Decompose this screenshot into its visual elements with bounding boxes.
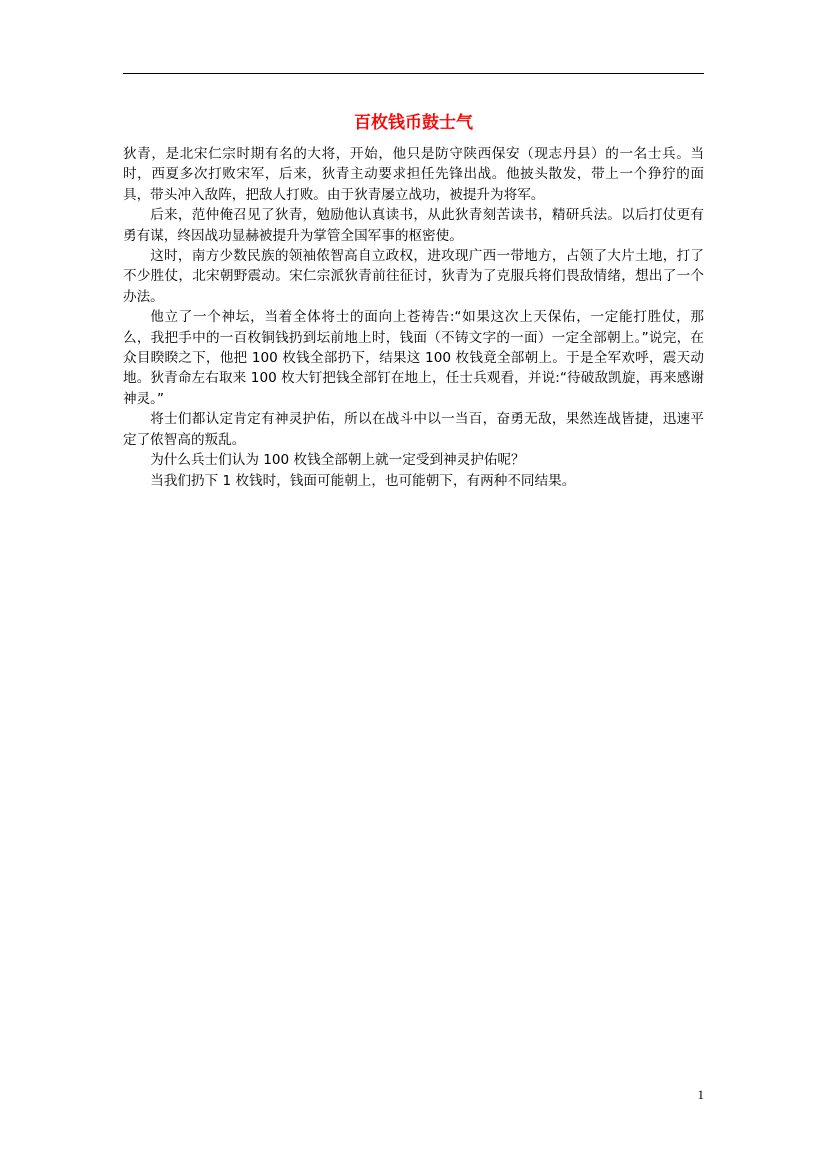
paragraph-4: 他立了一个神坛，当着全体将士的面向上苍祷告:“如果这次上天保佑，一定能打胜仗，那么，我把手中的一百枚铜钱扔到坛前地上时，钱面（不铸文字的一面）一定全部朝上。”说完，在众目睽睽之下，他把 100 枚钱全部扔下，结果这 100 枚钱竟全部朝上。于是全军欢呼，震天动地。狄青命左右取来 100 枚大钉把钱全部钉在地上，任士兵观看，并说:“待破敌凯旋，再来感谢神灵。” [123, 309, 704, 407]
paragraph-7: 当我们扔下 1 枚钱时，钱面可能朝上，也可能朝下，有两种不同结果。 [150, 472, 576, 489]
paragraph-5: 将士们都认定肯定有神灵护佑，所以在战斗中以一当百，奋勇无敌，果然连战皆捷，迅速平定了侬智高的叛乱。 [123, 411, 704, 448]
paragraph-2: 后来，范仲俺召见了狄青，勉励他认真读书，从此狄青刻苦读书，精研兵法。以后打仗更有勇有谋，终因战功显赫被提升为掌管全国军事的枢密使。 [123, 207, 704, 244]
paragraph-6: 为什么兵士们认为 100 枚钱全部朝上就一定受到神灵护佑呢？ [150, 452, 525, 469]
page-number: 1 [697, 1087, 704, 1102]
document-body [123, 144, 704, 491]
paragraph-1: 狄青，是北宋仁宗时期有名的大将，开始，他只是防守陕西保安（现志丹县）的一名士兵。当时，西夏多次打败宋军，后来，狄青主动要求担任先锋出战。他披头散发，带上一个狰狞的面具，带头冲入敌阵，把敌人打败。由于狄青屡立战功，被提升为将军。 [123, 146, 704, 203]
document-title: 百枚钱币鼓士气 [354, 113, 473, 133]
paragraph-3: 这时，南方少数民族的领袖侬智高自立政权，进攻现广西一带地方，占领了大片土地，打了不少胜仗，北宋朝野震动。宋仁宗派狄青前往征讨，狄青为了克服兵将们畏敌情绪，想出了一个办法。 [123, 248, 704, 305]
header-rule [123, 73, 704, 74]
